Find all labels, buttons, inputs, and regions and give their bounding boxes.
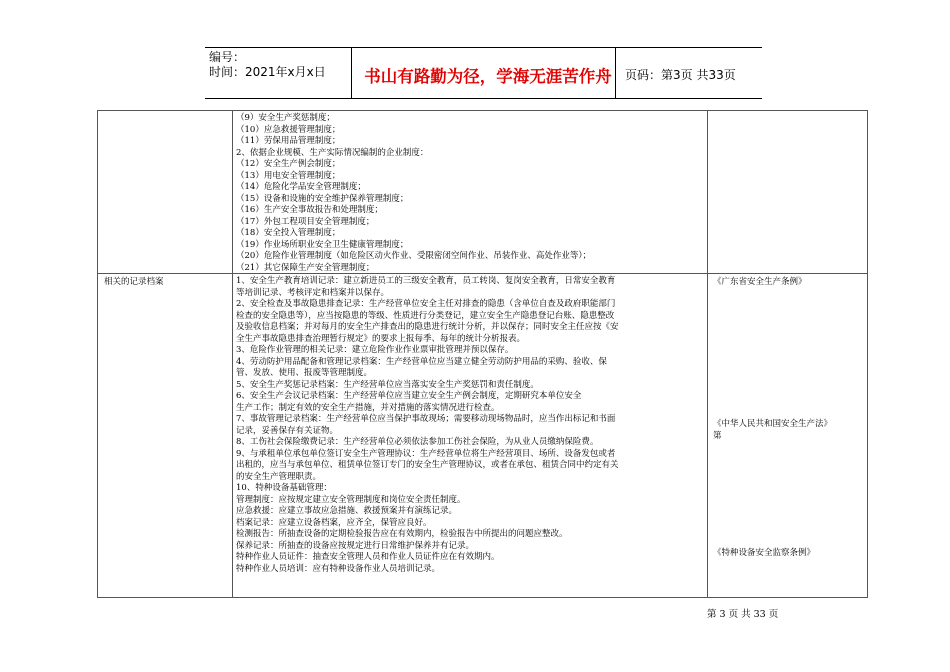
list-item: 生产工作；制定有效的安全生产措施，并对措施的落实情况进行检查。: [236, 402, 500, 413]
list-item: 2、安全检查及事故隐患排查记录：生产经营单位安全主任对排查的隐患（含单位自查及政府职能部门: [236, 299, 616, 309]
list-item: （9）安全生产奖惩制度；: [236, 113, 335, 123]
doc-time-label: 时间：2021年x月x日: [209, 65, 326, 79]
list-item: 5、安全生产奖惩记录档案：生产经营单位应当落实安全生产奖惩罚和责任制度。: [236, 379, 539, 390]
list-item: 2、依据企业规模、生产实际情况编制的企业制度：: [236, 147, 429, 158]
list-item: 1、安全生产教育培训记录：建立新进员工的三级安全教育，员工转岗、复岗安全教育，日常安全教育: [236, 276, 616, 286]
list-item: 特种作业人员培训：应有特种设备作业人员培训记录。: [236, 563, 441, 574]
list-item: 管理制度：应按规定建立安全管理制度和岗位安全责任制度。: [236, 494, 466, 505]
list-item: 档案记录：应建立设备档案，应齐全，保管应良好。: [236, 517, 432, 528]
list-item: 保养记录：所抽查的设备应按规定进行日常维护保养并有记录。: [236, 540, 475, 551]
table-column-divider: [232, 111, 233, 597]
reference-citation: 《中华人民共和国安全生产法》: [713, 419, 833, 429]
list-item: 检查的安全隐患等），应当按隐患的等级、性质进行分类登记，建立安全生产隐患登记台账、隐患整改: [236, 310, 615, 321]
list-item: 应急救援：应建立事故应急措施、救援预案并有演练记录。: [236, 506, 458, 516]
list-item: （11）劳保用品管理制度；: [236, 136, 341, 146]
list-item: （14）危险化学品安全管理制度；: [236, 182, 366, 192]
regulations-table: [97, 110, 868, 598]
list-item: 3、危险作业管理的相关记录：建立危险作业作业票审批管理并预以保存。: [236, 345, 514, 355]
page-header: [205, 47, 762, 99]
list-item: （16）生产安全事故报告和处理制度；: [236, 205, 383, 215]
list-item: （17）外包工程项目安全管理制度；: [236, 216, 375, 227]
list-item: 7、事故管理记录档案：生产经营单位应当保护事故现场；需要移动现场物品时，应当作出标记和书面: [236, 414, 616, 424]
list-item: 记录，妥善保存有关证物。: [236, 425, 339, 436]
list-item: 10、特种设备基础管理：: [236, 483, 332, 493]
list-item: （21）其它保障生产安全管理制度；: [236, 262, 375, 273]
list-item: （10）应急救援管理制度；: [236, 124, 341, 135]
list-item: 管、发放、使用、报废等管理制度。: [236, 368, 373, 378]
header-meta: [209, 50, 326, 80]
list-item: （12）安全生产例会制度；: [236, 159, 341, 169]
row2-content: [236, 276, 619, 575]
row-label: 相关的记录档案: [104, 277, 164, 287]
list-item: 等培训记录、考核评定和档案并以保存。: [236, 287, 390, 298]
header-motto: 书山有路勤为径，学海无涯苦作舟: [364, 67, 612, 86]
doc-number-label: 编号：: [209, 50, 246, 64]
list-item: 全生产事故隐患排查治理暂行规定》的要求上报每季、每年的统计分析报表。: [236, 333, 526, 344]
page-footer: 第 3 页 共 33 页: [707, 609, 779, 620]
row1-content: [236, 113, 591, 274]
list-item: 9、与承租单位承包单位签订安全生产管理协议：生产经营单位将生产经营项目、场所、设备发包或者: [236, 448, 616, 459]
list-item: 检测报告：所抽查设备的定期检验报告应在有效期内，检验报告中所提出的问题应整改。: [236, 529, 568, 539]
table-column-divider: [707, 111, 708, 597]
list-item: （13）用电安全管理制度；: [236, 170, 341, 181]
list-item: （15）设备和设施的安全维护保养管理制度；: [236, 193, 409, 204]
list-item: 出租的，应当与承包单位、租赁单位签订专门的安全生产管理协议，或者在承包、租赁合同中约定有关: [236, 460, 619, 470]
reference-citation-cont: 第: [713, 431, 722, 441]
reference-citation: 《广东省安全生产条例》: [713, 277, 807, 287]
list-item: 的安全生产管理职责。: [236, 471, 322, 482]
list-item: 6、安全生产会议记录档案：生产经营单位应当建立安全生产例会制度，定期研究本单位安全: [236, 391, 582, 401]
reference-citation: 《特种设备安全监察条例》: [713, 548, 816, 558]
list-item: （20）危险作业管理制度（如危险区动火作业、受限密闭空间作业、吊装作业、高处作业等）；: [236, 251, 592, 261]
list-item: 8、工伤社会保险缴费记录：生产经营单位必须依法参加工伤社会保险，为从业人员缴纳保险费。: [236, 437, 599, 447]
header-divider: [351, 48, 352, 98]
list-item: 及验收信息档案；并对每月的安全生产排查出的隐患进行统计分析，并以保存；同时安全主任应按《安: [236, 322, 619, 332]
list-item: 特种作业人员证件：抽查安全管理人员和作业人员证件应在有效期内。: [236, 552, 500, 562]
list-item: （18）安全投入管理制度；: [236, 228, 341, 238]
list-item: 4、劳动防护用品配备和管理记录档案：生产经营单位应当建立健全劳动防护用品的采购、验收、保: [236, 356, 607, 367]
list-item: （19）作业场所职业安全卫生健康管理制度；: [236, 239, 409, 250]
header-page-info: 页码：第3页 共33页: [625, 68, 736, 82]
